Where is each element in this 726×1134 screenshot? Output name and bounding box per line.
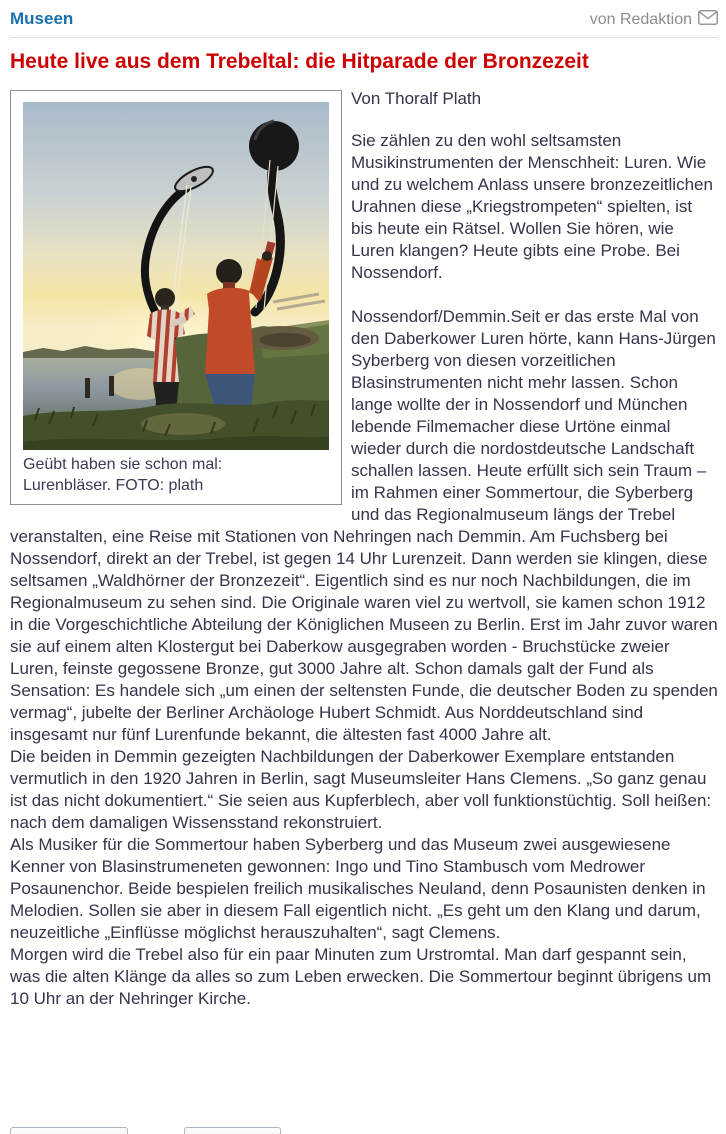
category-link[interactable]: Museen [10,9,74,28]
byline-text: von Redaktion [589,11,692,28]
article-paragraph-1: Nossendorf/Demmin.Seit er das erste Mal von den Daberkower Luren hörte, kann Hans-Jürgen Syberberg von diesen vorzeitlichen Blasinstrumenten nicht mehr lassen. Schon lange wollte der in Nossendorf und München lebende Filmemacher diese Urtöne einmal wieder durch die nordostdeutsche Landschaft schallen lassen. Heute erfüllt sich sein Traum – im Rahmen einer Sommertour, die Syberberg und das Regionalmuseum längs der Trebel veranstalten, eine Reise mit Stationen von Nehringen nach Demmin. Am Fuchsberg bei Nossendorf, direkt an der Trebel, ist gegen 14 Uhr Lurenzeit. Dann werden sie klingen, diese seltsamen „Waldhörner der Bronzezeit“. Eigentlich sind es nur noch Nachbildungen, die im Regionalmuseum zu sehen sind. Die Originale waren viel zu wertvoll, sie kamen schon 1912 in die Vorgeschichtliche Abteilung der Königlichen Museen zu Berlin. Erst im Jahr zuvor waren sie auf einem alten Klostergut bei Daberkow ausgegraben worden - Bruchstücke zweier Luren, feinste gegossene Bronze, gut 3000 Jahre alt. Schon damals galt der Fund als Sensation: Es handele sich „um einen der seltensten Funde, die deutscher Boden zu spenden vermag“, jubelte der Berliner Archäologe Hubert Schmidt. Aus Norddeutschland sind insgesamt nur fünf Lurenfunde bekannt, die ältesten fast 4000 Jahre alt. [10,307,718,745]
photo-caption-line1: Geübt haben sie schon mal: [23,456,223,474]
photo-caption-line2: Lurenbläser. FOTO: plath [23,477,204,495]
page-title: Heute live aus dem Trebeltal: die Hitparade der Bronzezeit [10,50,589,73]
article-paragraph-2: Die beiden in Demmin gezeigten Nachbildungen der Daberkower Exemplare entstanden vermutlich in den 1920 Jahren in Berlin, sagt Museumsleiter Hans Clemens. „So ganz genau ist das nicht dokumentiert.“ Sie seien aus Kupferblech, aber voll funktionstüchtig. Soll heißen: nach dem damaligen Wissensstand rekonstruiert. [10,747,712,833]
envelope-icon[interactable] [698,10,718,30]
author-byline-right [590,10,718,30]
photo-caption [23,454,329,496]
article-paragraph-3: Als Musiker für die Sommertour haben Syberberg und das Museum zwei ausgewiesene Kenner von Blasinstrumeneten gewonnen: Ingo und Tino Stambusch vom Medrower Posaunenchor. Beide bespielen freilich musikalisches Neuland, denn Posaunisten denken in Melodien. Sollen sie aber in diesem Fall eigentlich nicht. „Es geht um den Klang und darum, neuzeitliche „Einflüsse möglichst herauszuhalten“, sagt Clemens. [10,835,706,943]
article-author: Von Thoralf Plath [351,89,482,109]
bottom-button-2[interactable] [184,1127,281,1134]
topbar [10,0,718,38]
article-photo-box [10,90,342,505]
sunset-lur-players-photo [23,102,329,450]
article-paragraph-4: Morgen wird die Trebel also für ein paar Minuten zum Urstromtal. Man darf gespannt sein, was die alten Klänge da alles so zum Leben erwecken. Die Sommertour beginnt übrigens um 10 Uhr an der Nehringer Kirche. [10,945,712,1009]
bottom-button-1[interactable] [10,1127,128,1134]
bottom-button-row [10,1127,281,1134]
article-intro: Sie zählen zu den wohl seltsamsten Musikinstrumenten der Menschheit: Luren. Wie und zu welchem Anlass unsere bronzezeitlichen Urahnen diese „Kriegstrompeten“ spielten, ist bis heute ein Rätsel. Wollen Sie hören, wie Luren klangen? Heute gibts eine Probe. Bei Nossendorf. [351,131,713,283]
article-body [10,88,718,1010]
